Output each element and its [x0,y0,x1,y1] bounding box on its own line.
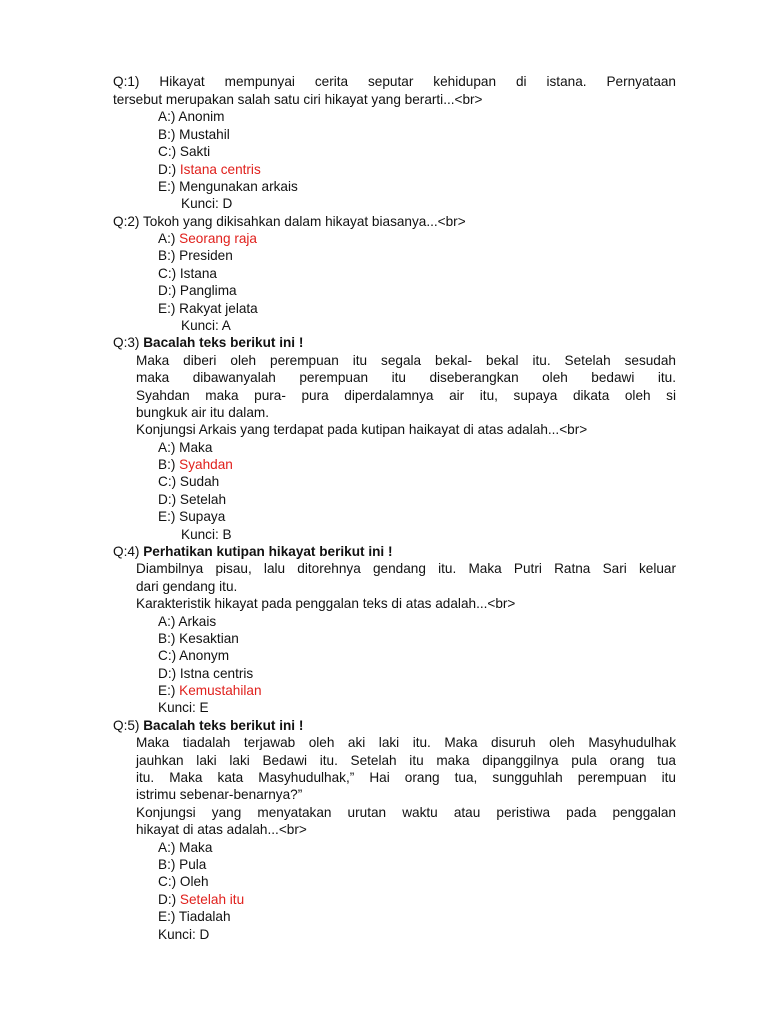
question-5-prompt-2: hikayat di atas adalah...<br> [136,822,307,837]
option-2a: A:) Seorang raja [158,231,257,246]
question-3-header: Q:3) [113,335,140,350]
option-1a: A:) Anonim [158,109,225,124]
question-4-header: Q:4) [113,544,140,559]
question-3-prompt: Konjungsi Arkais yang terdapat pada kutipan haikayat di atas adalah...<br> [136,422,588,437]
passage-3-line-3: Syahdan maka pura- pura diperdalamnya air itu, supaya dikata oleh si [136,388,676,403]
option-1b: B:) Mustahil [158,127,230,142]
question-5-prompt-1: Konjungsi yang menyatakan urutan waktu atau peristiwa pada penggalan [136,805,676,820]
question-4-instruction: Perhatikan kutipan hikayat berikut ini ! [143,544,393,559]
passage-5-line-2: jauhkan laki laki Bedawi itu. Setelah itu maka dipanggilnya pula orang tua [136,753,676,768]
passage-3-line-4: bungkuk air itu dalam. [136,405,269,420]
question-5-instruction: Bacalah teks berikut ini ! [143,718,304,733]
passage-4-line-1: Diambilnya pisau, lalu ditorehnya gendang itu. Maka Putri Ratna Sari keluar [136,561,676,576]
option-3d: D:) Setelah [158,492,227,507]
passage-5-line-4: istrimu sebenar-benarnya?” [136,787,303,802]
option-4a: A:) Arkais [158,614,217,629]
option-2b: B:) Presiden [158,248,233,263]
correct-answer: Istana centris [179,162,261,177]
question-1-line-1 [113,73,676,90]
option-5b: B:) Pula [158,857,207,872]
answer-key-4: Kunci: E [158,700,209,715]
passage-3-line-1: Maka diberi oleh perempuan itu segala bekal- bekal itu. Setelah sesudah [136,353,676,368]
question-1-stem-2: tersebut merupakan salah satu ciri hikayat yang berarti...<br> [113,92,483,107]
option-2d: D:) Panglima [158,283,237,298]
option-3b: B:) Syahdan [158,457,233,472]
option-5d: D:) Setelah itu [158,892,245,907]
question-3-instruction: Bacalah teks berikut ini ! [143,335,304,350]
answer-key-2: Kunci: A [181,318,231,333]
answer-key-3: Kunci: B [181,527,232,542]
passage-4-line-2: dari gendang itu. [136,579,238,594]
correct-answer: Setelah itu [179,892,245,907]
option-2c: C:) Istana [158,266,217,281]
option-4b: B:) Kesaktian [158,631,239,646]
question-1-header: Q:1) [113,74,140,89]
passage-5-line-3: itu. Maka kata Masyhudulhak,” Hai orang tua, sungguhlah perempuan itu [136,770,676,785]
option-2e: E:) Rakyat jelata [158,301,258,316]
question-2-header: Q:2) [113,214,140,229]
question-3-line-1 [113,334,768,351]
question-1-stem-1: Hikayat mempunyai cerita seputar kehidupan di istana. Pernyataan [159,74,676,89]
correct-answer: Kemustahilan [179,683,262,698]
option-4d: D:) Istna centris [158,666,254,681]
answer-key-1: Kunci: D [181,196,233,211]
question-5-header: Q:5) [113,718,140,733]
option-5c: C:) Oleh [158,874,209,889]
option-4c: C:) Anonym [158,648,230,663]
passage-5-line-1: Maka tiadalah terjawab oleh aki laki itu. Maka disuruh oleh Masyhudulhak [136,735,676,750]
option-5a: A:) Maka [158,840,213,855]
option-3e: E:) Supaya [158,509,226,524]
option-3a: A:) Maka [158,440,213,455]
option-1c: C:) Sakti [158,144,211,159]
question-2-stem: Tokoh yang dikisahkan dalam hikayat biasanya...<br> [142,214,466,229]
question-5-line-1 [113,717,768,734]
answer-key-5: Kunci: D [158,927,210,942]
option-3c: C:) Sudah [158,474,220,489]
option-1e: E:) Mengunakan arkais [158,179,298,194]
correct-answer: Seorang raja [179,231,257,246]
correct-answer: Syahdan [179,457,233,472]
question-2-line-1 [113,213,768,230]
question-4-line-1 [113,543,768,560]
option-1d: D:) Istana centris [158,162,261,177]
option-5e: E:) Tiadalah [158,909,231,924]
question-4-prompt: Karakteristik hikayat pada penggalan teks di atas adalah...<br> [136,596,516,611]
option-4e: E:) Kemustahilan [158,683,262,698]
passage-3-line-2: maka dibawanyalah perempuan itu diseberangkan oleh bedawi itu. [136,370,676,385]
